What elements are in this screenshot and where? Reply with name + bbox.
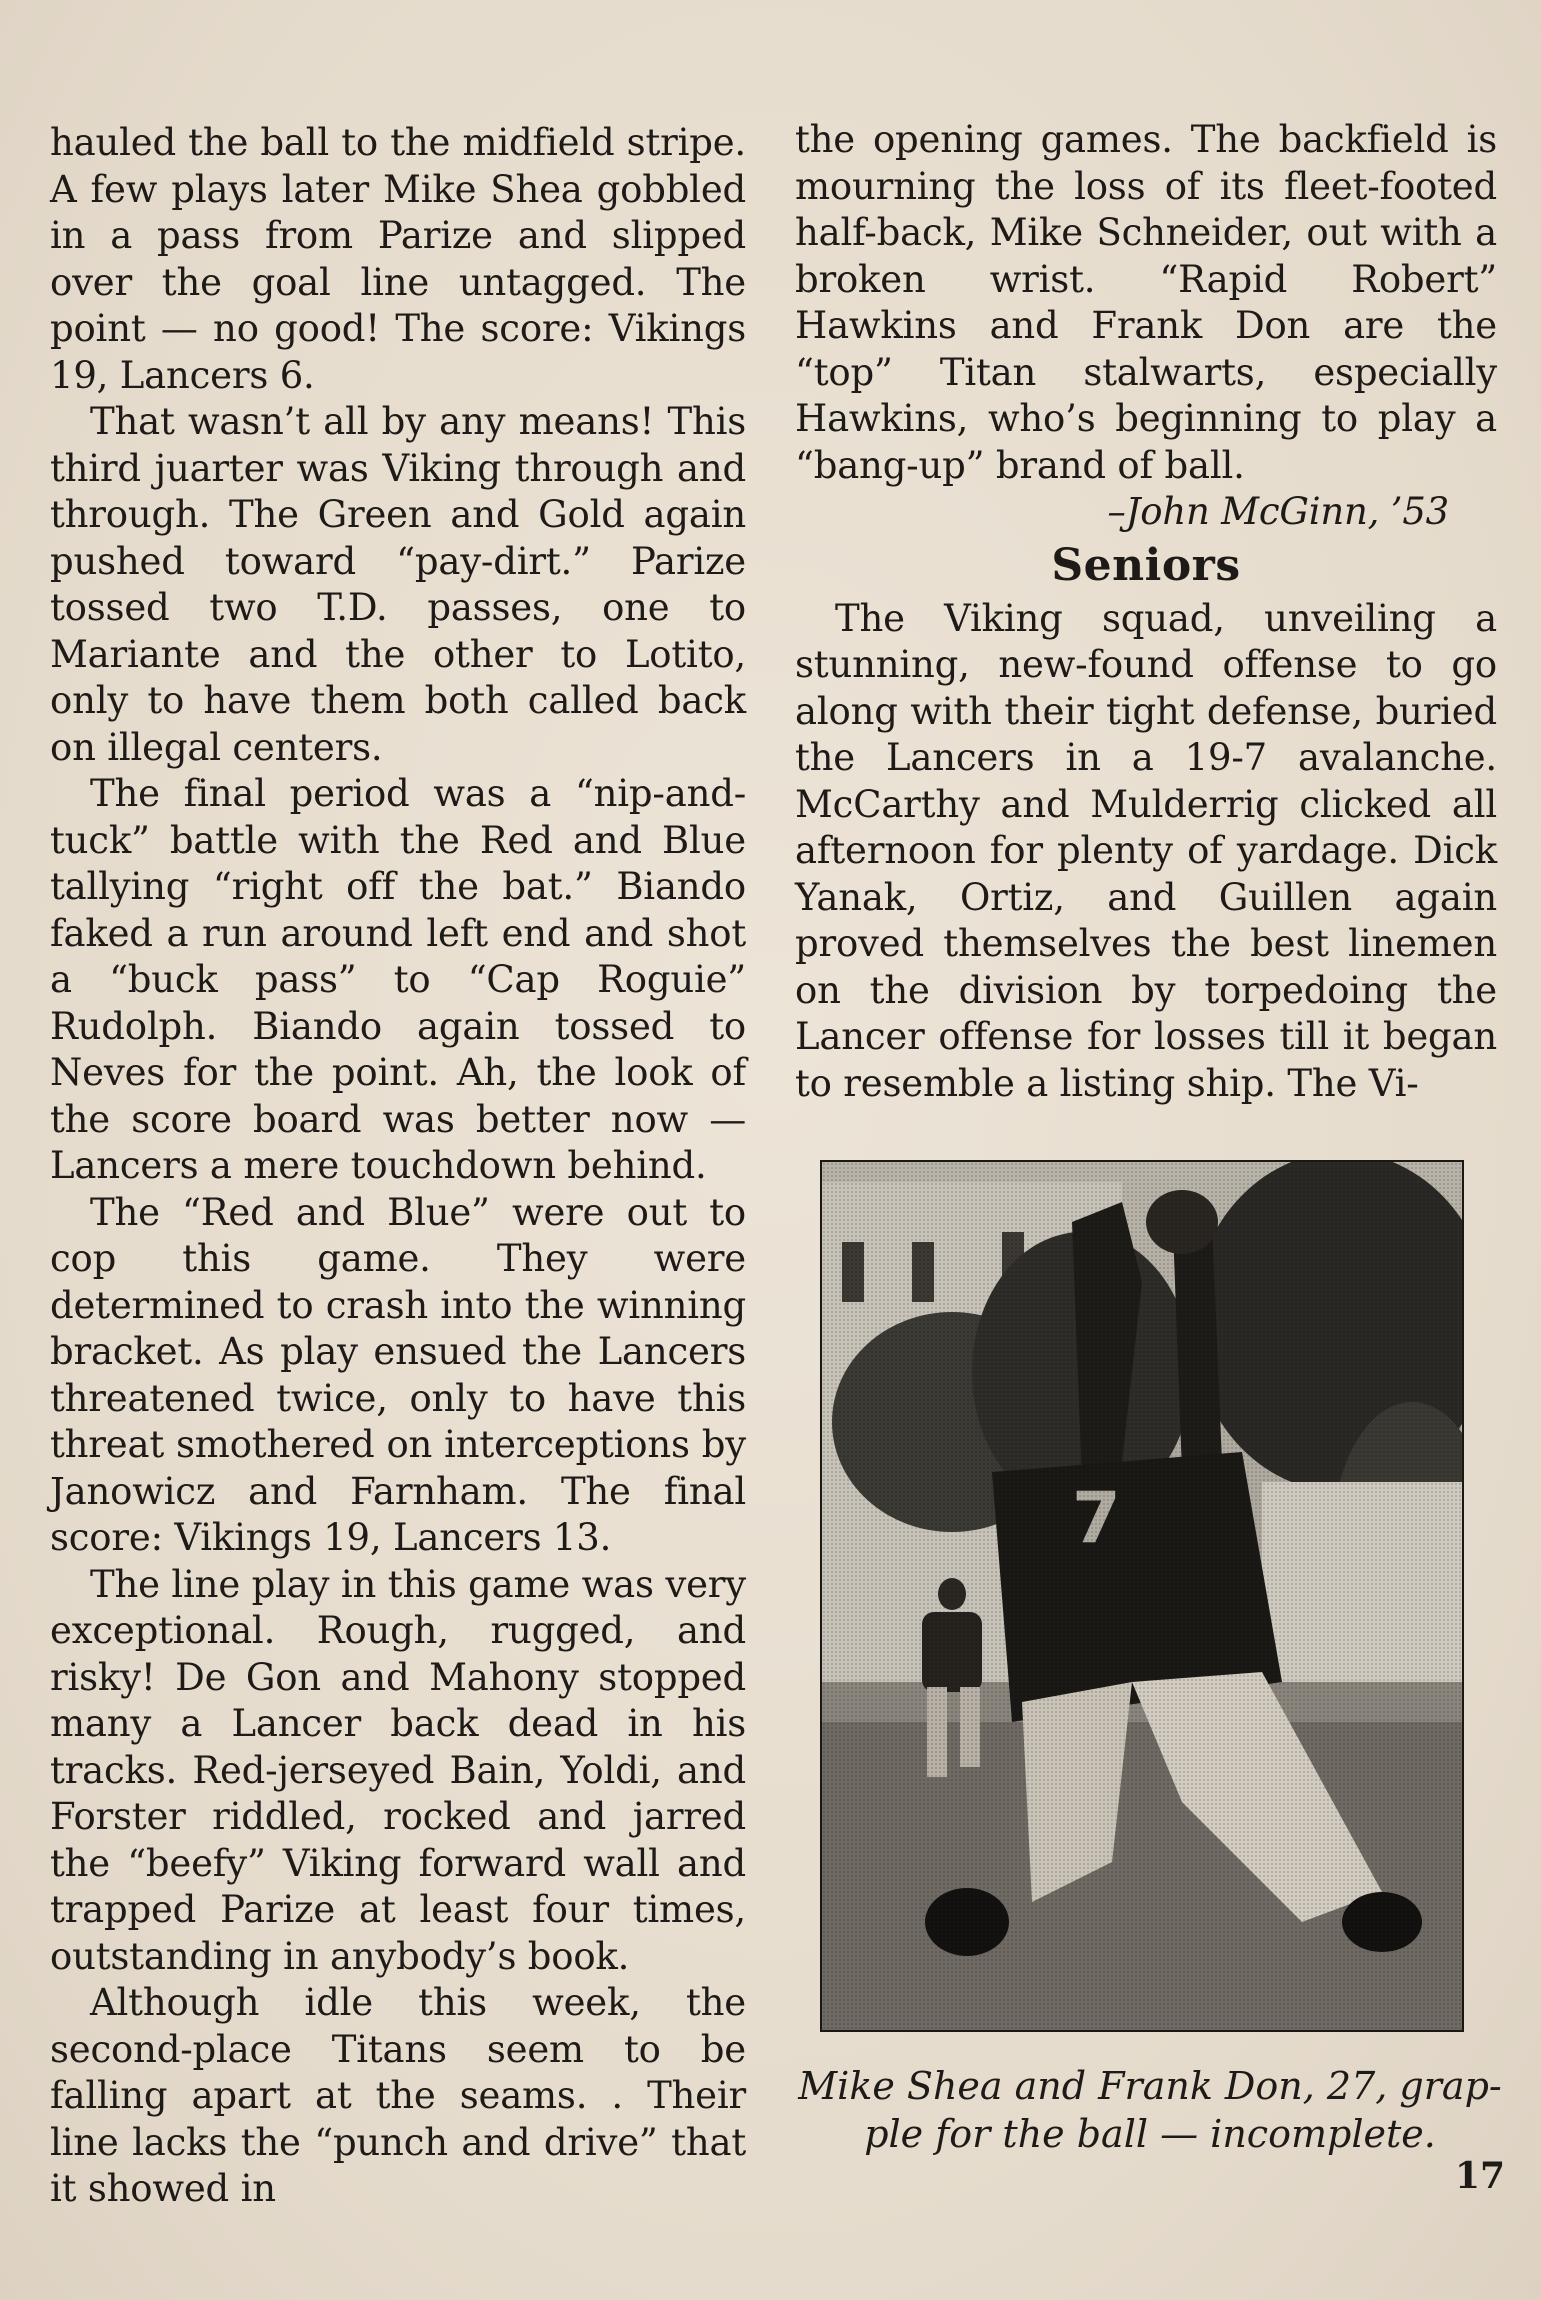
caption-line: ple for the ball — incomplete. [864,2112,1436,2156]
caption-line: Mike Shea and Frank Don, 27, grap- [798,2064,1502,2108]
section-heading: Seniors [1051,539,1241,591]
left-column [50,120,746,2213]
football-players-image [822,1162,1462,2030]
right-column [795,117,1497,1107]
photo-caption [790,2062,1510,2158]
paragraph: The Viking squad, unveiling a stunning, new-found offense to go along with their tight defense, buried the Lancers in a 19-7 avalanche. McCarthy and Mulderrig clicked all afternoon for plenty of yardage. Dick Yanak, Ortiz, and Guillen again proved themselves the best linemen on the division by torpedoing the Lancer offense for losses till it began to resemble a listing ship. The Vi- [795,596,1497,1105]
paragraph: The final period was a “nip-and-tuck” battle with the Red and Blue tallying “right off the bat.” Biando faked a run around left end and shot a “buck pass” to “Cap Roguie” Rudolph. Biando again tossed to Neves for the point. Ah, the look of the score board was better now — Lancers a mere touchdown behind. [50,772,746,1187]
page-number: 17 [1455,2155,1506,2197]
paragraph: That wasn’t all by any means! This third juarter was Viking through and through. The Green and Gold again pushed toward “pay-dirt.” Parize tossed two T.D. passes, one to Mariante and the other to Lotito, only to have them both called back on illegal centers. [50,400,746,769]
paragraph: Although idle this week, the second-place Titans seem to be falling apart at the seams. . Their line lacks the “punch and drive” that it showed in [50,1981,746,2210]
football-photo [820,1160,1464,2032]
paragraph: The line play in this game was very exceptional. Rough, rugged, and risky! De Gon and Mahony stopped many a Lancer back dead in his tracks. Red-jerseyed Bain, Yoldi, and Forster riddled, rocked and jarred the “beefy” Viking forward wall and trapped Parize at least four times, outstanding in anybody’s book. [50,1562,746,1978]
paragraph: hauled the ball to the midfield stripe. A few plays later Mike Shea gobbled in a pass from Parize and slipped over the goal line untagged. The point — no good! The score: Vikings 19, Lancers 6. [50,121,746,397]
paragraph: the opening games. The backfield is mourning the loss of its fleet-footed half-back, Mike Schneider, out with a broken wrist. “Rapid Robert” Hawkins and Frank Don are the “top” Titan stalwarts, especially Hawkins, who’s beginning to play a “bang-up” brand of ball. [795,118,1497,487]
author-byline: –John McGinn, ’53 [1107,490,1449,533]
paragraph: The “Red and Blue” were out to cop this game. They were determined to crash into the winning bracket. As play ensued the Lancers threatened twice, only to have this threat smothered on interceptions by Janowicz and Farnham. The final score: Vikings 19, Lancers 13. [50,1190,746,1559]
